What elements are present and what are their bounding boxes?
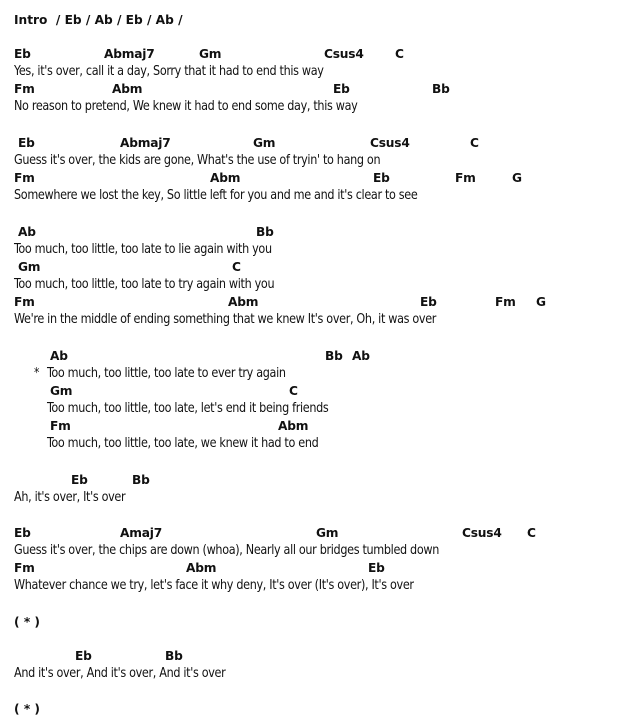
chord: Ab bbox=[352, 349, 370, 363]
lyric-text: Guess it's over, the kids are gone, What's the use of tryin' to hang on bbox=[14, 153, 381, 168]
chord: Abm bbox=[186, 561, 217, 575]
chord: Gm bbox=[50, 384, 73, 398]
chord-row bbox=[0, 473, 620, 491]
chord-row bbox=[0, 47, 620, 65]
lyric-text: Too much, too little, too late, let's end it being friends bbox=[47, 401, 329, 416]
lyric-line bbox=[47, 401, 328, 419]
chord-row bbox=[0, 526, 620, 544]
chord: Abm bbox=[112, 82, 143, 96]
chord: C bbox=[395, 47, 404, 61]
chord: Bb bbox=[132, 473, 150, 487]
lyric-line bbox=[14, 578, 414, 596]
chord: Fm bbox=[14, 82, 35, 96]
chord: Fm bbox=[14, 561, 35, 575]
chord: Eb bbox=[14, 47, 31, 61]
chord: Eb bbox=[420, 295, 437, 309]
chord: Eb bbox=[71, 473, 88, 487]
chord: Fm bbox=[14, 171, 35, 185]
chord-row bbox=[0, 349, 620, 367]
chord-row bbox=[0, 384, 620, 402]
lyric-text: Guess it's over, the chips are down (whoa), Nearly all our bridges tumbled down bbox=[14, 543, 439, 558]
chord: Ab bbox=[18, 225, 36, 239]
chord: C bbox=[527, 526, 536, 540]
lyric-text: Ah, it's over, It's over bbox=[14, 490, 126, 505]
chord: Abm bbox=[228, 295, 259, 309]
lyric-text: Too much, too little, too late to try again with you bbox=[14, 277, 275, 292]
chord: Fm bbox=[495, 295, 516, 309]
chord: Abmaj7 bbox=[104, 47, 155, 61]
chord: Gm bbox=[199, 47, 222, 61]
chord: C bbox=[289, 384, 298, 398]
chord: Eb bbox=[373, 171, 390, 185]
chord-row bbox=[0, 82, 620, 100]
lyric-line bbox=[14, 188, 417, 206]
lyric-line bbox=[14, 490, 125, 508]
chord: Eb bbox=[75, 649, 92, 663]
chord: G bbox=[536, 295, 546, 309]
chord: Eb bbox=[14, 526, 31, 540]
chord: Csus4 bbox=[370, 136, 410, 150]
repeat-chorus-marker: ( * ) bbox=[14, 615, 40, 629]
lyric-text: We're in the middle of ending something that we knew It's over, Oh, it was over bbox=[14, 312, 437, 327]
chord: Csus4 bbox=[462, 526, 502, 540]
chord: Amaj7 bbox=[120, 526, 163, 540]
repeat-chorus-marker: ( * ) bbox=[14, 702, 40, 716]
chord: Gm bbox=[316, 526, 339, 540]
chord: Gm bbox=[253, 136, 276, 150]
lyric-line bbox=[14, 312, 436, 330]
chord: Ab bbox=[50, 349, 68, 363]
chord-row bbox=[0, 260, 620, 278]
chord: Fm bbox=[14, 295, 35, 309]
lyric-text: Too much, too little, too late to lie again with you bbox=[14, 242, 272, 257]
chord: Bb bbox=[432, 82, 450, 96]
chord: Abmaj7 bbox=[120, 136, 171, 150]
chord-row bbox=[0, 561, 620, 579]
chord: Fm bbox=[50, 419, 71, 433]
lyric-text: And it's over, And it's over, And it's over bbox=[14, 666, 226, 681]
lyric-text: Yes, it's over, call it a day, Sorry that it had to end this way bbox=[14, 64, 324, 79]
lyric-line bbox=[14, 666, 225, 684]
lyric-text: No reason to pretend, We knew it had to end some day, this way bbox=[14, 99, 358, 114]
lyric-text: Too much, too little, too late, we knew it had to end bbox=[47, 436, 319, 451]
lyric-text: Whatever chance we try, let's face it why deny, It's over (It's over), It's over bbox=[14, 578, 414, 593]
lyric-line bbox=[14, 277, 274, 295]
chord: Abm bbox=[210, 171, 241, 185]
chord-row bbox=[0, 419, 620, 437]
lyric-line bbox=[14, 99, 357, 117]
lyric-line bbox=[14, 543, 439, 561]
intro-line: Intro / Eb / Ab / Eb / Ab / bbox=[14, 13, 183, 27]
chord-row bbox=[0, 295, 620, 313]
chord: Eb bbox=[18, 136, 35, 150]
lyric-line bbox=[14, 64, 324, 82]
chord: Bb bbox=[325, 349, 343, 363]
lyric-line bbox=[33, 366, 286, 384]
lyric-line bbox=[14, 242, 272, 260]
chord: Bb bbox=[165, 649, 183, 663]
lyric-text: Somewhere we lost the key, So little left for you and me and it's clear to see bbox=[14, 188, 418, 203]
lyric-text: Too much, too little, too late to ever try again bbox=[47, 366, 286, 381]
lyric-line bbox=[14, 153, 380, 171]
chord: C bbox=[232, 260, 241, 274]
chord-row bbox=[0, 136, 620, 154]
chord: Fm bbox=[455, 171, 476, 185]
lyric-line bbox=[47, 436, 318, 454]
chord: Gm bbox=[18, 260, 41, 274]
chord: Eb bbox=[368, 561, 385, 575]
repeat-marker: * bbox=[33, 366, 40, 381]
chord: Csus4 bbox=[324, 47, 364, 61]
chord: Abm bbox=[278, 419, 309, 433]
chord: C bbox=[470, 136, 479, 150]
chord: Bb bbox=[256, 225, 274, 239]
chord-row bbox=[0, 225, 620, 243]
chord-row bbox=[0, 649, 620, 667]
chord: G bbox=[512, 171, 522, 185]
chord-row bbox=[0, 171, 620, 189]
chord: Eb bbox=[333, 82, 350, 96]
